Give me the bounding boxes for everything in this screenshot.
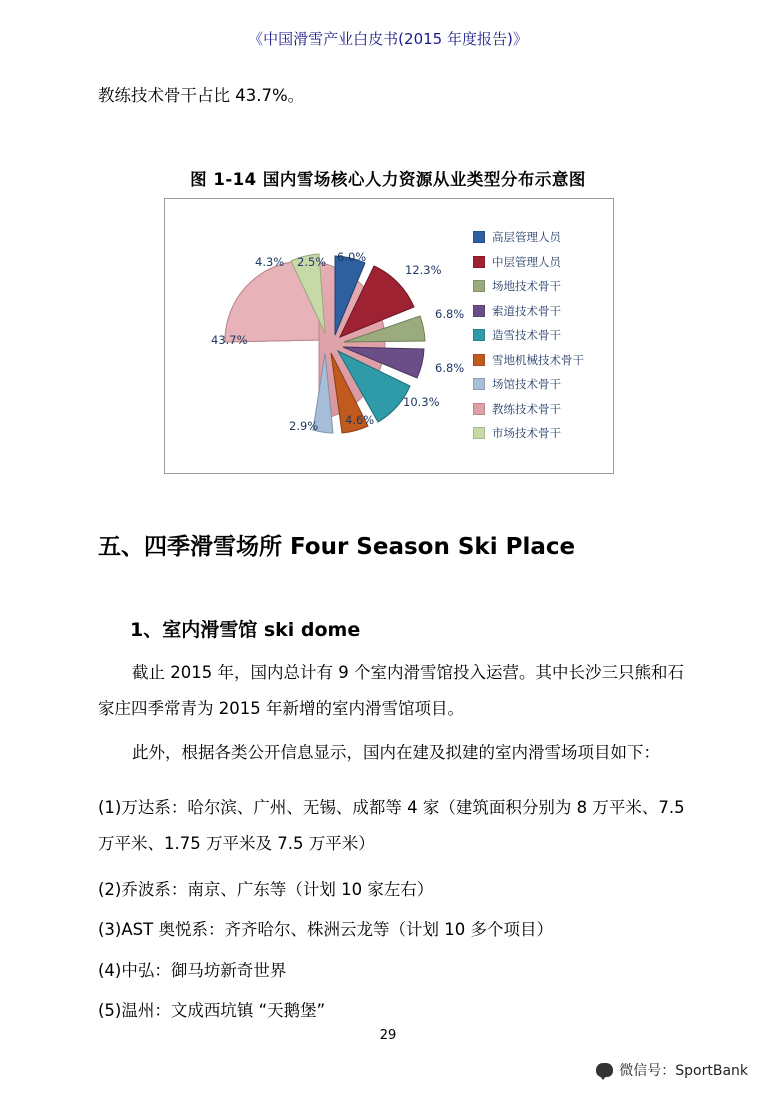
legend-swatch-icon: [473, 305, 485, 317]
legend-item-3: [473, 299, 603, 324]
legend-label-4: 造雪技术骨干: [492, 328, 561, 343]
pct-label-6-8-b: 6.8%: [435, 361, 465, 375]
legend-label-7: 教练技术骨干: [492, 401, 561, 416]
legend-label-6: 场馆技术骨干: [492, 377, 561, 392]
pct-label-4-3: 4.3%: [255, 255, 285, 269]
legend-swatch-icon: [473, 427, 485, 439]
paragraph-7-line-1: (5)温州：文成西坑镇 “天鹅堡”: [98, 1001, 326, 1020]
legend-swatch-icon: [473, 280, 485, 292]
paragraph-2: [98, 735, 678, 771]
paragraph-3-line-1: (1)万达系：哈尔滨、广州、无锡、成都等 4 家（建筑面积分别为 8 万平米、7.5: [98, 798, 685, 817]
paragraph-2-line-1: 此外，根据各类公开信息显示，国内在建及拟建的室内滑雪场项目如下：: [132, 743, 660, 762]
legend-swatch-icon: [473, 256, 485, 268]
pct-label-6-8-a: 6.8%: [435, 307, 465, 321]
paragraph-5-line-1: (3)AST 奥悦系：齐齐哈尔、株洲云龙等（计划 10 多个项目）: [98, 920, 553, 939]
legend-item-5: [473, 348, 603, 373]
paragraph-7: [98, 993, 678, 1029]
heading-sub-1: 1、室内滑雪馆 ski dome: [130, 619, 361, 641]
legend-item-6: [473, 372, 603, 397]
legend-item-7: [473, 397, 603, 422]
pie-chart-container: [164, 198, 614, 474]
paragraph-6: [98, 953, 678, 989]
intro-paragraph: [98, 78, 678, 114]
legend-item-0: [473, 225, 603, 250]
legend-label-3: 索道技术骨干: [492, 303, 561, 318]
legend-label-1: 中层管理人员: [492, 254, 561, 269]
paragraph-5: [98, 912, 678, 948]
legend-item-8: [473, 421, 603, 446]
pct-label-4-6: 4.6%: [345, 413, 375, 427]
pct-label-6-0: 6.0%: [337, 250, 367, 264]
pct-label-43-7: 43.7%: [211, 333, 248, 347]
legend-item-2: [473, 274, 603, 299]
paragraph-1-line-1: 截止 2015 年，国内总计有 9 个室内滑雪馆投入运营。其中长沙三只熊和石: [132, 663, 684, 682]
legend-swatch-icon: [473, 231, 485, 243]
paragraph-4: [98, 872, 678, 908]
pct-label-2-5: 2.5%: [297, 255, 327, 269]
paragraph-4-line-1: (2)乔波系：南京、广东等（计划 10 家左右）: [98, 880, 434, 899]
legend-label-8: 市场技术骨干: [492, 426, 561, 441]
intro-line-1: 教练技术骨干占比 43.7%。: [98, 86, 305, 105]
paragraph-1-line-2: 家庄四季常青为 2015 年新增的室内滑雪馆项目。: [98, 699, 464, 718]
figure-title: 图 1-14 国内雪场核心人力资源从业类型分布示意图: [190, 170, 586, 189]
legend-item-1: [473, 250, 603, 275]
paragraph-3-line-2: 万平米、1.75 万平米及 7.5 万平米）: [98, 834, 375, 853]
page-number: 29: [379, 1028, 397, 1043]
legend-item-4: [473, 323, 603, 348]
wechat-icon: [596, 1063, 613, 1077]
paragraph-1: [98, 655, 684, 727]
chart-legend: [473, 225, 603, 446]
legend-swatch-icon: [473, 403, 485, 415]
paragraph-6-line-1: (4)中弘：御马坊新奇世界: [98, 961, 287, 980]
heading-section-5: 五、四季滑雪场所 Four Season Ski Place: [98, 534, 576, 560]
legend-swatch-icon: [473, 354, 485, 366]
paragraph-3: [98, 790, 685, 862]
pct-label-10-3: 10.3%: [403, 395, 440, 409]
pie-chart: [179, 217, 469, 457]
pct-label-12-3: 12.3%: [405, 263, 442, 277]
legend-swatch-icon: [473, 329, 485, 341]
legend-label-5: 雪地机械技术骨干: [492, 352, 584, 367]
footer-text: 微信号：SportBank: [619, 1063, 748, 1079]
pct-label-2-9: 2.9%: [289, 419, 319, 433]
legend-label-0: 高层管理人员: [492, 230, 561, 245]
legend-swatch-icon: [473, 378, 485, 390]
footer-wechat: [596, 1060, 748, 1080]
page-header: 《中国滑雪产业白皮书(2015 年度报告)》: [248, 30, 528, 48]
legend-label-2: 场地技术骨干: [492, 279, 561, 294]
